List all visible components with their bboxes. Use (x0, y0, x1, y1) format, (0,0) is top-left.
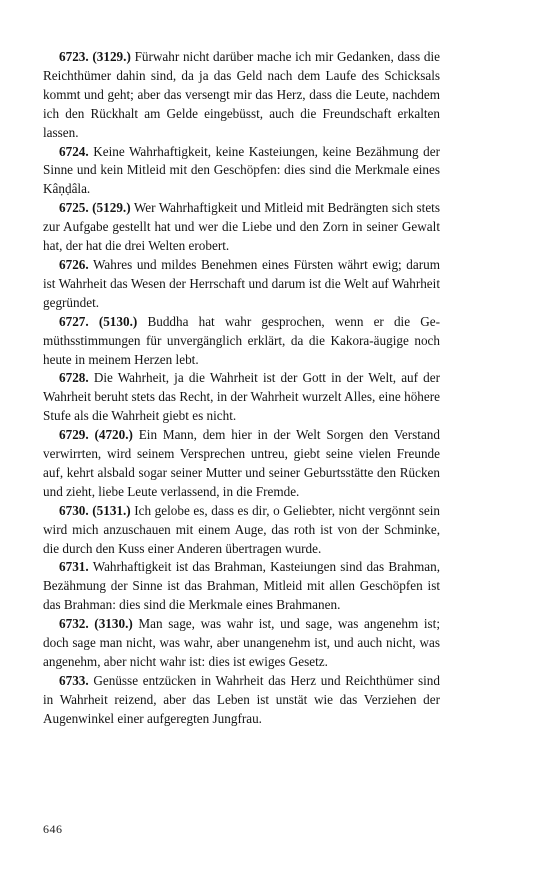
entry-number: 6727. (5130.) (59, 313, 138, 329)
entry-text: Buddha hat wahr gesprochen, wenn er die Gemüthsstimmungen für unvergänglich erklärt, da die Kakora-äugige noch heute in meinem Herzen lebt. (43, 313, 440, 367)
entry-text: Man sage, was wahr ist, und sage, was angenehm ist; doch sage man nicht, was wahr, aber unangenehm ist, und auch nicht, was angenehm, aber nicht wahr ist: dies ist ewiges Gesetz. (43, 616, 440, 669)
entry-text: Wahrhaftigkeit ist das Brahman, Kasteiungen sind das Brahman, Bezähmung der Sinne ist das Brahman, Mitleid mit allen Geschöpfen ist das Brahman: dies sind die Merkmale eines Brahmanen. (43, 559, 440, 613)
entry-number: 6723. (3129.) (59, 49, 131, 64)
entry-text: Die Wahrheit, ja die Wahrheit ist der Gott in der Welt, auf der Wahrheit beruht stets das Recht, in der Wahrheit wurzelt Alles, eine höhere Stufe als die Wahrheit giebt es nicht. (43, 370, 440, 424)
entry-6724 (43, 143, 440, 200)
entry-text: Genüsse entzücken in Wahrheit das Herz und Reichthümer sind in Wahrheit reizend, aber das Leben ist unstät wie das Verziehen der Augenwinkel einer aufgeregten Jungfrau. (43, 672, 440, 726)
entry-text: Wahres und mildes Benehmen eines Fürsten währt ewig; darum ist Wahrheit das Wesen der Herrschaft und darum ist die Welt auf Wahrheit gegründet. (43, 256, 440, 310)
entry-number: 6733. (59, 672, 89, 688)
page-text (43, 48, 440, 729)
entry-6725 (43, 199, 440, 256)
entry-text: Wer Wahrhaftigkeit und Mitleid mit Bedrängten sich stets zur Aufgabe gestellt hat und wer die Liebe und den Zorn in seiner Gewalt hat, der hat die drei Welten erobert. (43, 200, 440, 254)
page-number: 646 (43, 822, 63, 836)
entry-text: Ich gelobe es, dass es dir, o Geliebter, nicht vergönnt sein wird mich anzuschauen mit einem Auge, das roth ist von der Schminke, die durch den Kuss einer Anderen übertragen wurde. (43, 502, 441, 556)
entry-6732 (43, 615, 440, 672)
entry-number: 6724. (59, 143, 89, 159)
entry-number: 6725. (5129.) (59, 200, 131, 216)
entry-6727 (43, 313, 440, 370)
entry-6728 (43, 369, 440, 426)
entry-number: 6729. (4720.) (59, 427, 133, 443)
entry-text: Ein Mann, dem hier in der Welt Sorgen den Verstand verwirrten, wird seinem Versprechen untreu, giebt seine vielen Freunde auf, kehrt alsbald sogar seiner Mutter und seiner Geburtsstätte den Rücken und zieht, liebe Leute verlassend, in die Fremde. (43, 427, 440, 499)
entry-number: 6731. (59, 559, 89, 575)
entry-text: Keine Wahrhaftigkeit, keine Kasteiungen, keine Bezähmung der Sinne und kein Mitleid mit den Geschöpfen: dies sind die Merkmale eines Kâṇḍâla. (43, 143, 441, 197)
entry-6729 (43, 426, 440, 502)
entry-6726 (43, 256, 440, 313)
entry-number: 6728. (59, 370, 89, 386)
entry-text: Fürwahr nicht darüber mache ich mir Gedanken, dass die Reichthümer dahin sind, da ja das Geld nach dem Laufe des Schicksals kommt und geht; aber das versengt mir das Herz, dass die Leute, nachdem ich den Rückhalt am Gelde eingebüsst, auch die Freundschaft erkalten lassen. (43, 49, 440, 140)
entry-6730 (43, 502, 440, 559)
entry-6731 (43, 558, 440, 615)
entry-number: 6730. (5131.) (59, 502, 131, 518)
entry-number: 6726. (59, 256, 89, 272)
entry-number: 6732. (3130.) (59, 616, 133, 632)
entry-6733 (43, 672, 440, 729)
entry-6723 (43, 48, 440, 143)
